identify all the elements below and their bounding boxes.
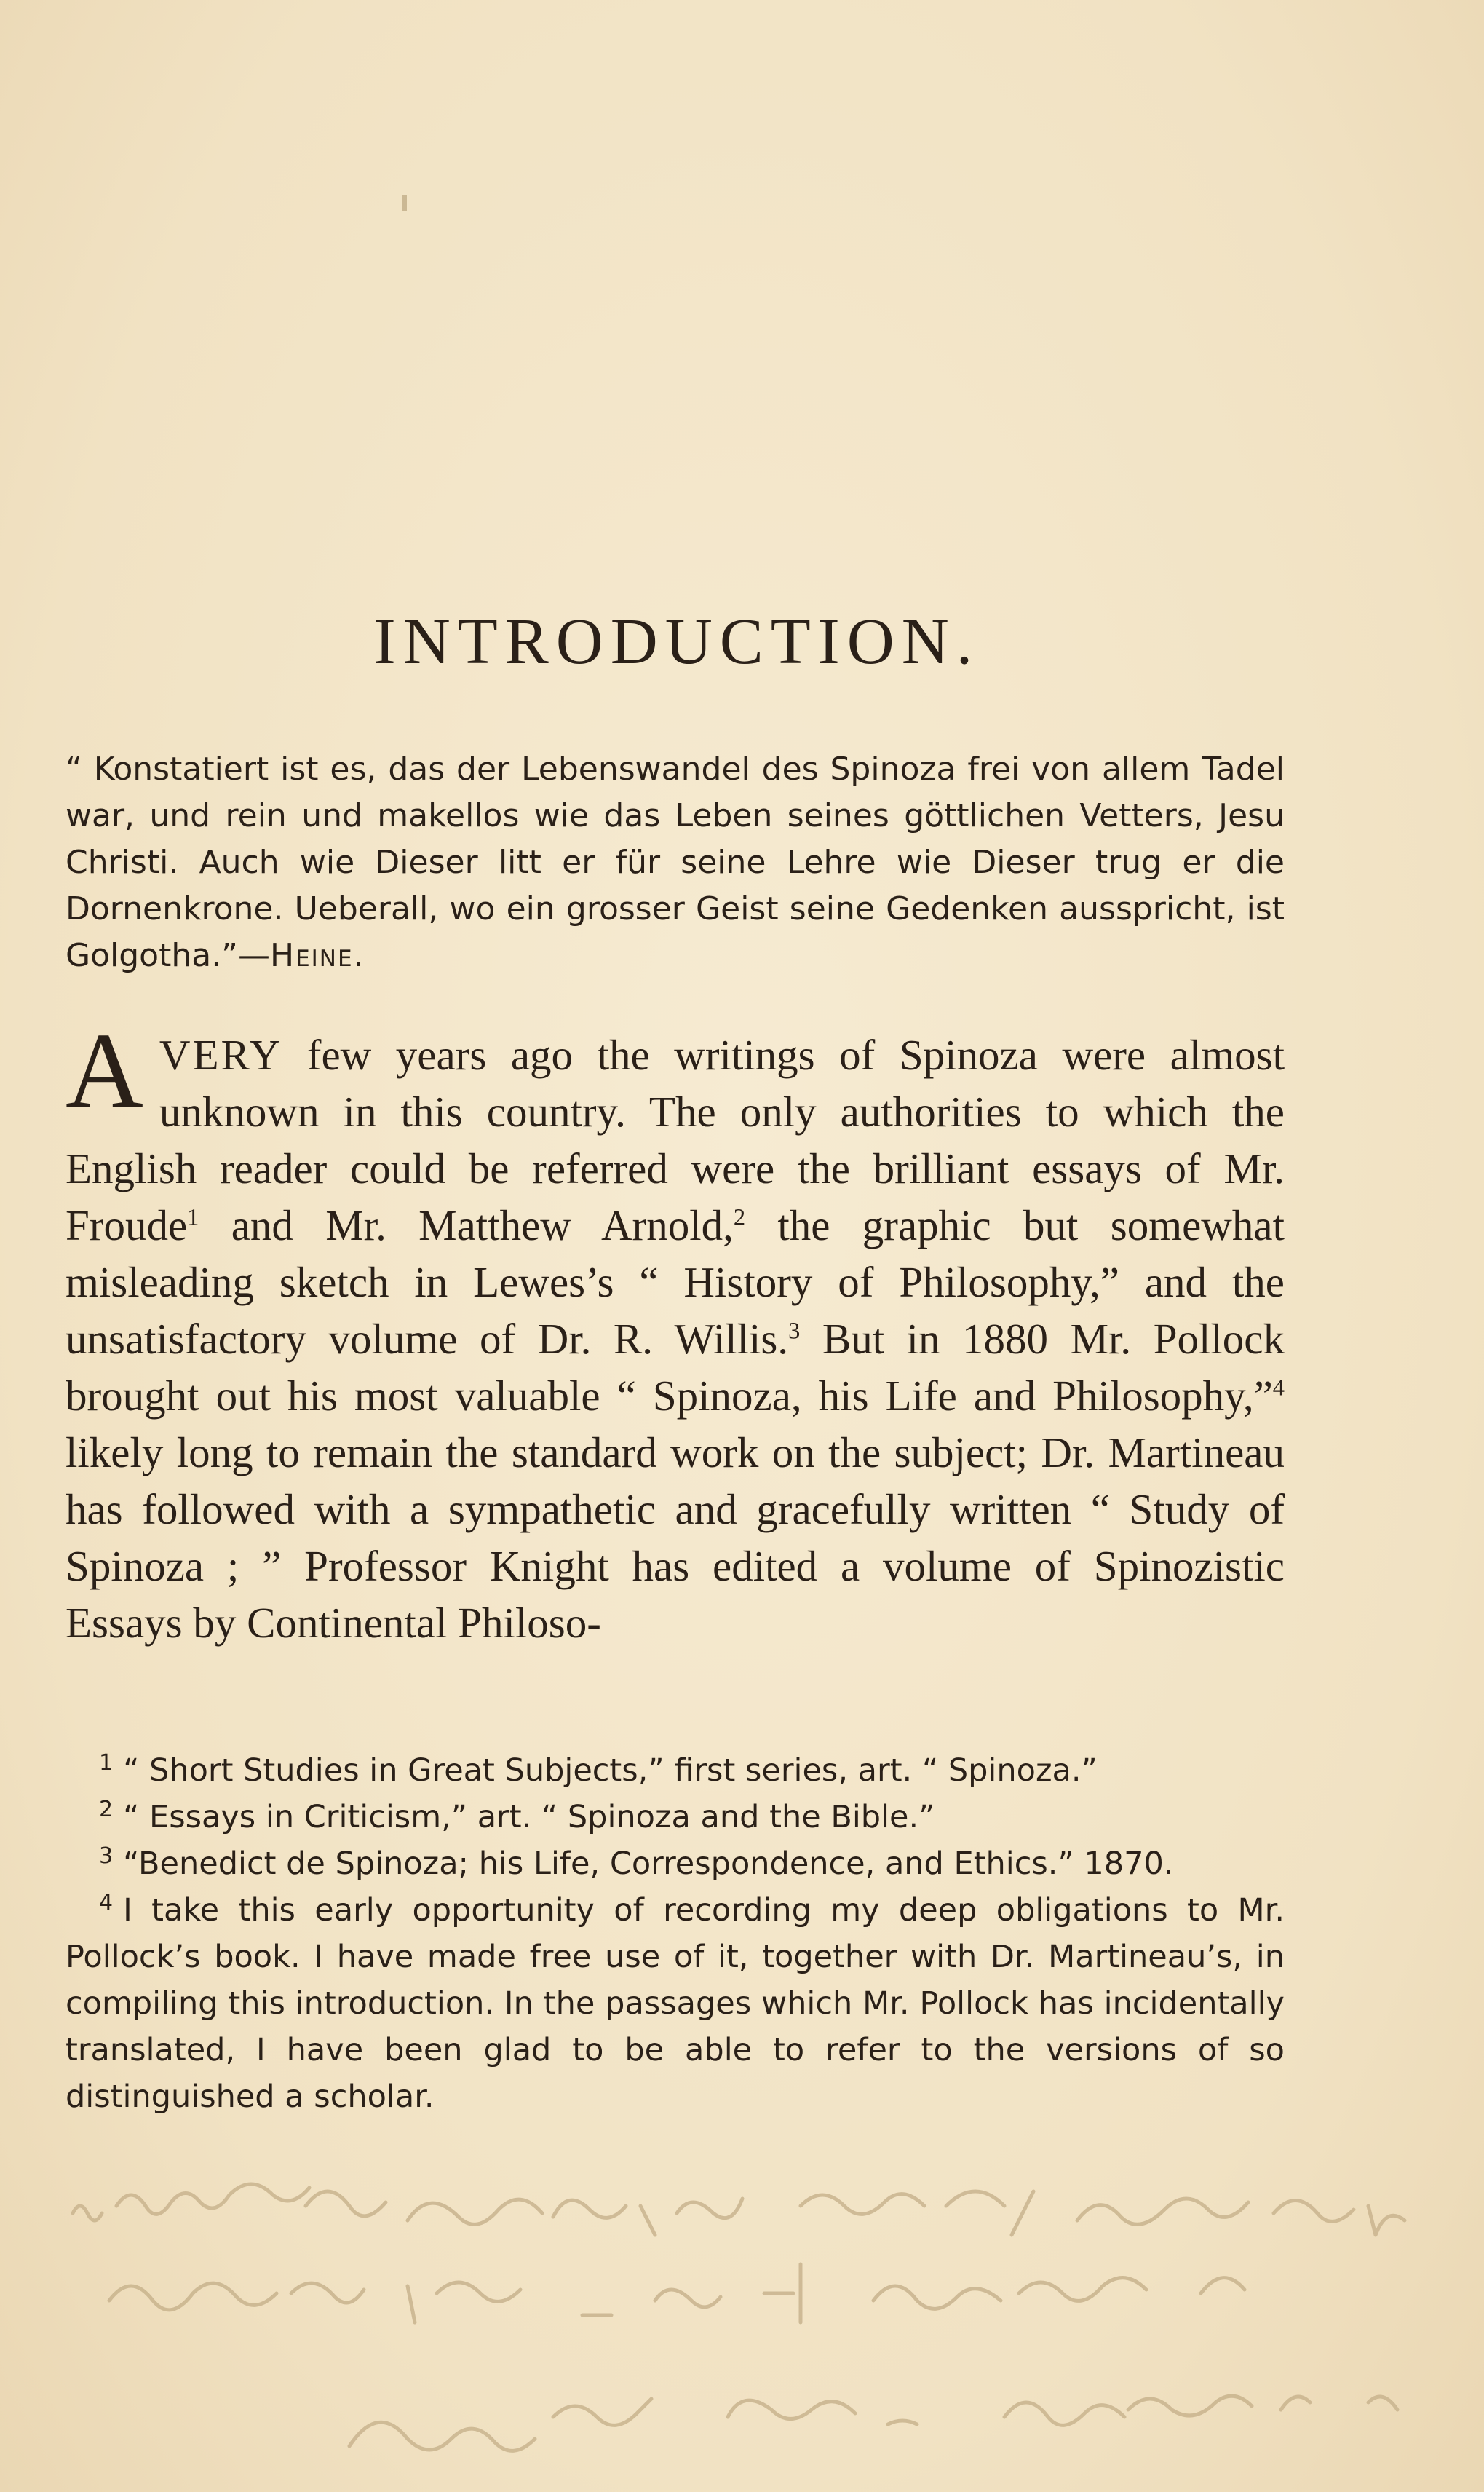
handwriting-stroke [73, 2184, 386, 2220]
footnote-text: “ Short Studies in Great Subjects,” first series, art. “ Spinoza.” [123, 1752, 1098, 1789]
footnote-text: “Benedict de Spinoza; his Life, Correspondence, and Ethics.” 1870. [123, 1846, 1174, 1882]
footnote-number: 2 [99, 1796, 114, 1822]
footnotes [66, 1747, 1285, 2120]
handwriting-stroke [109, 2264, 1245, 2322]
handwriting-stroke [801, 2191, 1405, 2235]
footnote-number: 1 [99, 1749, 114, 1776]
handwriting-stroke [349, 2396, 1397, 2451]
footnote [66, 1840, 1285, 1887]
footnote-number: 3 [99, 1843, 114, 1869]
footnote [66, 1747, 1285, 1794]
body-paragraph [66, 1011, 1285, 1651]
footnote-text: “ Essays in Criticism,” art. “ Spinoza and the Bible.” [123, 1799, 935, 1835]
body-segment: few years ago the writings of Spinoza were almost unknown in this country. The only authorities to which the English reader could be referred were the brilliant essays of Mr. Froude [66, 1031, 1285, 1249]
handwriting-stroke [408, 2199, 742, 2235]
opening-word: VERY [159, 1031, 283, 1079]
body-segment: and Mr. Matthew Arnold, [199, 1201, 734, 1249]
footnote-number: 4 [99, 1889, 114, 1915]
body-segment: But in 1880 Mr. Pollock brought out his most valuable “ Spinoza, his Life and Philosophy,” [66, 1315, 1285, 1420]
footnote [66, 1794, 1285, 1840]
footnote-text: I take this early opportunity of recording my deep obligations to Mr. Pollock’s book. I have made free use of it, together with Dr. Martineau’s, in compiling this introduction. In the passages which Mr. Pollock has incidentally translated, I have been glad to be able to refer to the versions of so distinguished a scholar. [66, 1892, 1285, 2115]
footnote-ref: 2 [733, 1204, 746, 1231]
drop-cap: A [66, 1011, 143, 1131]
handwriting-bleedthrough [0, 2177, 1484, 2492]
footnote-ref: 1 [187, 1204, 199, 1231]
page-title: INTRODUCTION. [373, 606, 980, 678]
footnote-ref: 4 [1272, 1374, 1285, 1401]
footnote-ref: 3 [788, 1318, 801, 1345]
body-segment: the graphic but somewhat misleading sketch in Lewes’s “ History of Philosophy,” and the unsatisfactory volume of Dr. R. Willis. [66, 1201, 1285, 1363]
footnote [66, 1887, 1285, 2120]
epigraph-author: Heine. [269, 937, 365, 974]
page-mark [402, 195, 407, 211]
epigraph [66, 746, 1285, 979]
epigraph-text: “ Konstatiert ist es, das der Lebenswandel des Spinoza frei von allem Tadel war, und rein und makellos wie das Leben seines göttlichen Vetters, Jesu Christi. Auch wie Dieser litt er für seine Lehre wie Dieser trug er die Dornenkrone. Ueberall, wo ein grosser Geist seine Gedenken ausspricht, ist Golgotha.”— [66, 751, 1285, 974]
body-segment: likely long to remain the standard work on the subject; Dr. Martineau has followed with a sympathetic and gracefully written “ Study of Spinoza ; ” Professor Knight has edited a volume of Spinozistic Essays by Continental Philoso- [66, 1428, 1285, 1647]
